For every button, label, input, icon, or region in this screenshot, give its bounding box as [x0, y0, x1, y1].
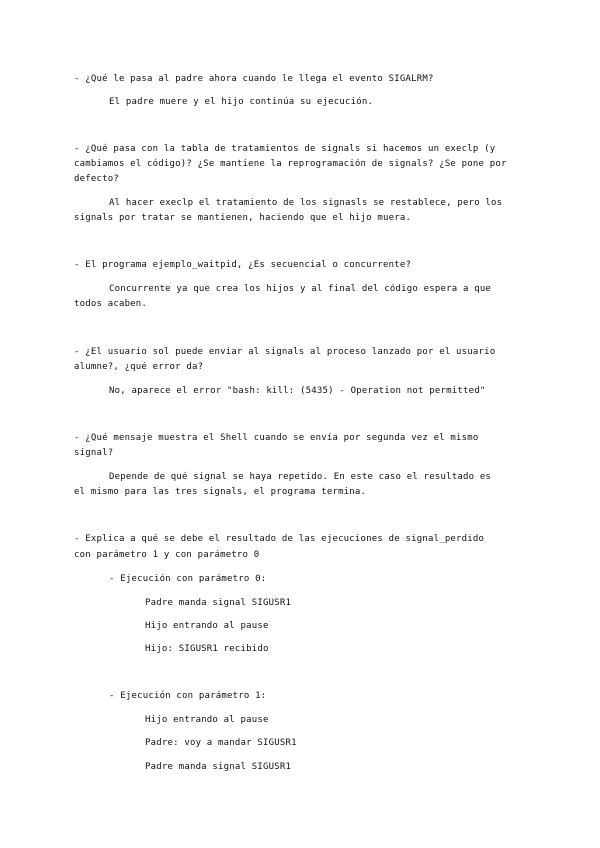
question-execlp-line-3: defecto?	[74, 174, 119, 184]
question-kill-line-2: alumne?, ¿qué error da?	[74, 362, 204, 372]
execution-param-1-output-2: Padre: voy a mandar SIGUSR1	[145, 738, 297, 748]
answer-waitpid-line-1: Concurrente ya que crea los hijos y al final del código espera a que	[109, 284, 492, 294]
execution-param-0-output-2: Hijo entrando al pause	[145, 621, 269, 631]
answer-kill: No, aparece el error "bash: kill: (5435) - Operation not permitted"	[109, 386, 486, 396]
answer-execlp-line-1: Al hacer execlp el tratamiento de los signasls se restablece, pero los	[109, 198, 503, 208]
execution-param-0-output-3: Hijo: SIGUSR1 recibido	[145, 644, 269, 654]
execution-param-0-heading: - Ejecución con parámetro 0:	[109, 574, 267, 584]
question-execlp-line-2: cambiamos el código)? ¿Se mantiene la reprogramación de signals? ¿Se pone por	[74, 159, 507, 169]
answer-shell-line-2: el mismo para las tres signals, el programa termina.	[74, 487, 367, 497]
question-waitpid: - El programa ejemplo_waitpid, ¿Es secuencial o concurrente?	[74, 260, 412, 270]
question-shell-line-1: - ¿Qué mensaje muestra el Shell cuando se envía por segunda vez el mismo	[74, 433, 479, 443]
execution-param-1-heading: - Ejecución con parámetro 1:	[109, 691, 267, 701]
answer-sigalrm: El padre muere y el hijo continúa su ejecución.	[109, 97, 374, 107]
question-sigalrm: - ¿Qué le pasa al padre ahora cuando le llega el evento SIGALRM?	[74, 74, 434, 84]
execution-param-0-output-1: Padre manda signal SIGUSR1	[145, 598, 292, 608]
answer-shell-line-1: Depende de qué signal se haya repetido. En este caso el resultado es	[109, 472, 492, 482]
execution-param-1-output-3: Padre manda signal SIGUSR1	[145, 762, 292, 772]
answer-execlp-line-2: signals por tratar se mantienen, haciendo que el hijo muera.	[74, 213, 412, 223]
question-shell-line-2: signal?	[74, 448, 114, 458]
question-execlp-line-1: - ¿Qué pasa con la tabla de tratamientos de signals si hacemos un execlp (y	[74, 144, 496, 154]
question-signal-perdido-line-1: - Explica a qué se debe el resultado de las ejecuciones de signal_perdido	[74, 534, 485, 544]
question-kill-line-1: - ¿El usuario sol puede enviar al signals al proceso lanzado por el usuario	[74, 347, 496, 357]
answer-waitpid-line-2: todos acaben.	[74, 299, 148, 309]
question-signal-perdido-line-2: con parámetro 1 y con parámetro 0	[74, 550, 260, 560]
execution-param-1-output-1: Hijo entrando al pause	[145, 715, 269, 725]
